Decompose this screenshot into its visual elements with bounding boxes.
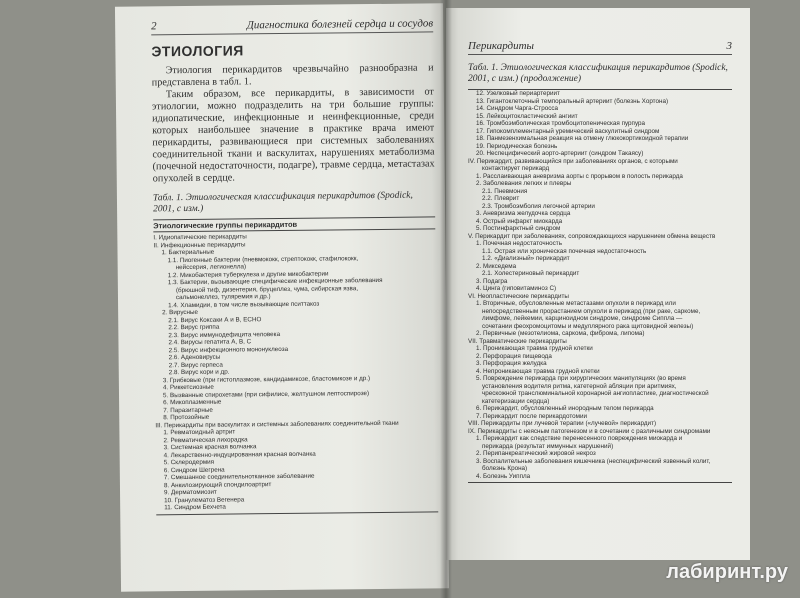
list-item: 2.5. Вирус инфекционного мононуклеоза [168,345,289,354]
right-running-header [468,40,732,55]
list-item: 12. Узелковый периартериит [476,90,560,97]
left-running-header [151,17,433,35]
list-item: 7. Паразитарные [163,406,213,414]
right-table-bottom-rule [468,482,732,483]
list-item: 2.2. Плеврит [482,195,520,202]
list-item: 5. Вызванные спирохетами (при сифилисе, желтушном лептоспирозе) [162,389,370,399]
list-item: 2. Вирусные [162,308,199,317]
list-item: 8. Протозойные [163,413,210,422]
list-item: (брюшной тиф, дизентерия, бруцеллез, чума, сибирская язва, [175,284,359,294]
list-item: сальмонеллез, туляремия и др.) [175,293,271,302]
list-item: катетеризации сердца) [482,397,550,405]
list-item: 2.1. Холестериновый перикардит [482,270,580,277]
list-item: 1. Перикардит как следствие перенесенного повреждения миокарда и [476,435,683,442]
list-item: 4. Непроникающая травма грудной клетки [476,367,600,375]
right-running-title: Перикардиты [468,40,535,52]
watermark-logo: лабиринт.ру [666,561,788,583]
list-item: 7. Перикардит после перикардотомии [476,412,588,420]
list-item: контактирует перикард [482,165,550,172]
list-item: 2.6. Аденовирусы [168,353,221,362]
intro-paragraph-1: Этиология перикардитов чрезвычайно разнообразна и представлена в табл. 1. [151,62,434,89]
list-item: II. Инфекционные перикардиты [153,240,246,249]
list-item: 1. Ревматоидный артрит [163,428,236,437]
list-item: чрескожной транслюминальной коронарной ангиопластике, диагностической [482,390,709,397]
list-item: 9. Дерматомиозит [164,488,217,497]
list-item: 5. Склеродермия [163,458,215,467]
list-item: 2.2. Вирус гриппа [168,323,220,332]
list-item: 2.4. Вирусы гепатита А, В, С [168,338,252,347]
list-item: 20. Неспецифический аорто-артериит (синдром Такаясу) [476,150,644,157]
right-table-caption: Табл. 1. Этиологическая классификация перикардитов (Spodick, 2001, с изм.) (продолжение) [468,63,728,84]
list-item: 1. Вторичные, обусловленные метастазами опухоли в перикард или [476,300,676,307]
list-item: IX. Перикардиты с неясным патогенезом и в сочетании с различными синдромами [468,427,711,435]
list-item: 19. Периодическая болезнь [476,142,558,150]
list-item: 3. Воспалительные заболевания кишечника (неспецифический язвенный колит, [476,457,711,465]
list-item: 6. Синдром Шегрена [163,466,225,474]
list-item: 1.1. Острая или хроническая почечная недостаточность [482,247,647,255]
list-item: V. Перикардит при заболеваниях, сопровождающихся нарушением обмена веществ [468,232,716,240]
list-item: 1.2. «Диализный» перикардит [482,255,570,262]
list-item: VIII. Перикардиты при лучевой терапии («лучевой» перикардит) [468,420,657,427]
left-table-bottom-rule [156,511,438,515]
list-item: 1. Почечная недостаточность [476,240,562,247]
list-item: 1. Бактериальные [161,248,215,257]
list-item: 7. Смешанное соединительнотканное заболевание [163,472,315,482]
intro-paragraph-2: Таким образом, все перикардиты, в зависимости от этиологии, можно подразделить на три большие группы: идиопатические, инфекционные и неинфекционные, среди которых наибольшее значение в практике врача имеют перикардиты, развивающиеся при системных заболеваниях соединительной ткани и васкулитах, нарушениях метаболизма (почечной недостаточности, подагре), травме сердца, метастазах опухолей в сердце. [151,86,435,185]
list-item: 1.4. Хламидии, в том числе вызывающие пситтакоз [168,300,320,309]
list-item: установления водителя ритма, катетерной абляции при аритмиях, [482,382,677,390]
list-item: VII. Травматические перикардиты [468,337,567,345]
list-item: 3. Грибковые (при гистоплазмозе, кандидамикозе, бластомикозе и др.) [162,374,371,384]
left-page-number: 2 [151,20,157,33]
list-item: 2. Перипанкреатический жировой некроз [476,450,596,457]
left-classification-list [153,231,438,511]
list-item: 4. Острый инфаркт миокарда [476,217,563,225]
list-item: 2. Перфорация пищевода [476,352,552,360]
list-item: 10. Гранулематоз Вегенера [164,495,245,504]
list-item: непосредственным прорастанием опухоли в перикард (при раке, саркоме, [482,307,701,315]
list-item: 1. Расслаивающая аневризма аорты с прорывом в полость перикарда [476,172,683,180]
list-item: 2.1. Пневмония [482,187,528,195]
list-item: 4. Болезнь Уиппла [476,472,531,480]
list-item: III. Перикардиты при васкулитах и системных заболеваниях соединительной ткани [155,419,399,429]
list-item: 1. Проникающая травма грудной клетки [476,345,593,352]
list-item: 2.1. Вирус Коксаки А и В, ЕСНО [168,315,262,324]
list-item: 4. Риккетсиозные [162,383,214,392]
book-spine-shadow [440,0,452,598]
right-page-number: 3 [726,40,732,52]
list-item: IV. Перикардит, развивающийся при заболеваниях органов, с которыми [468,157,678,165]
left-page [115,3,449,591]
list-item: 2.3. Вирус иммунодефицита человека [168,330,281,339]
list-item: 1.3. Бактерии, вызывающие специфические инфекционные заболевания [167,276,383,287]
list-item: 2. Микседема [476,262,517,270]
list-item: 11. Синдром Бехчета [164,503,226,512]
list-item: нейссерия, легионелла) [175,263,247,272]
list-item: VI. Неопластические перикардиты [468,292,569,300]
list-item: 1.2. Микобактерия туберкулеза и другие микобактерии [167,270,329,279]
list-item: 17. Гипокомплементарный уремический васкулитный синдром [476,127,660,135]
left-table-caption: Табл. 1. Этиологическая классификация перикардитов (Spodick, 2001, с изм.) [152,190,413,215]
list-item: 4. Цинга (гиповитаминоз С) [476,285,557,292]
list-item: 3. Аневризма желудочка сердца [476,210,571,217]
list-item: I. Идиопатические перикардиты [153,233,247,242]
list-item: 16. Тромбоэмболическая тромбоцитопеническая пурпура [476,120,646,127]
list-item: болезнь Крона) [482,465,528,472]
list-item: 14. Синдром Чарга-Стросса [476,105,558,112]
list-item: 18. Панмезенхимальная реакция на отмену глюкокортикоидной терапии [476,135,689,142]
list-item: 15. Лейкоцитокластический ангиит [476,112,578,120]
list-item: 3. Перфорация желудка [476,360,547,367]
section-heading: ЭТИОЛОГИЯ [151,42,244,60]
list-item: 2. Заболевания легких и плевры [476,180,572,187]
list-item: 1.1. Пиогенные бактерии (пневмококк, стрептококк, стафилококк, [167,254,359,264]
list-item: 2.3. Тромбоэмболия легочной артерии [482,202,595,210]
list-item: 8. Анкилозирующий спондилоартрит [163,480,272,489]
list-item: 5. Повреждение перикарда при хирургических манипуляциях (во время [476,375,686,382]
list-item: 6. Микоплазменные [163,398,222,407]
list-item: 5. Постинфарктный синдром [476,225,561,232]
list-item: перикарда (результат иммунных нарушений) [482,442,614,450]
list-item: 13. Гигантоклеточный темпоральный артериит (болезнь Хортона) [476,97,669,105]
right-page [446,8,750,560]
list-item: 2. Ревматическая лихорадка [163,435,248,444]
left-running-title: Диагностика болезней сердца и сосудов [246,17,434,32]
right-classification-list [468,90,732,480]
list-item: 6. Перикардит, обусловленный инородным телом перикарда [476,405,654,412]
list-item: 4. Лекарственно-индуцированная красная волчанка [163,450,316,459]
list-item: 2.7. Вирус герпеса [168,361,223,369]
list-item: лимфоме, лейкемии, карциноидном синдроме, синдроме Сиппла — [482,315,683,322]
list-item: 2. Первичные (мезотелиома, саркома, фиброма, липома) [476,330,645,337]
list-item: 3. Системная красная волчанка [163,443,257,452]
list-item: 2.8. Вирус кори и др. [168,368,230,377]
list-item: 3. Подагра [476,277,508,285]
table-header: Этиологические группы перикардитов [153,216,435,232]
list-item: сочетании феохромоцитомы и медуллярного рака щитовидной железы) [482,322,694,330]
